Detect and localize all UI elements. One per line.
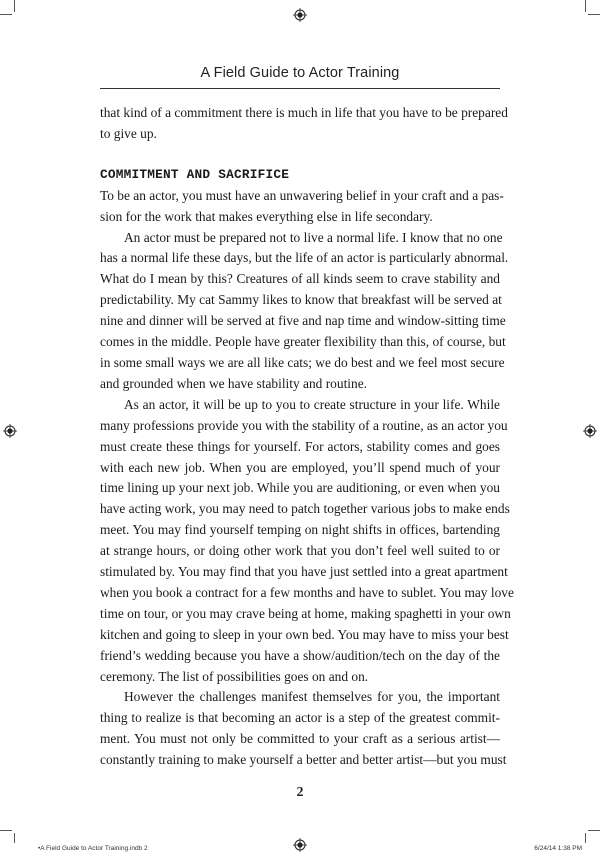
text-line: sion for the work that makes everything else in life secondary. bbox=[100, 208, 433, 224]
text-line: must create these things for yourself. For actors, stability comes and goes bbox=[100, 438, 500, 454]
registration-mark-icon bbox=[293, 8, 307, 22]
text-line: What do I mean by this? Creatures of all kinds seem to crave stability and bbox=[100, 271, 500, 287]
text-line: time lining up your next job. While you are auditioning, or even when you bbox=[100, 480, 500, 496]
section-heading: COMMITMENT AND SACRIFICE bbox=[100, 166, 290, 182]
text-line: To be an actor, you must have an unwavering belief in your craft and a pas- bbox=[100, 187, 504, 203]
header-rule bbox=[100, 88, 500, 89]
running-head: A Field Guide to Actor Training bbox=[200, 65, 400, 81]
text-line: friend’s wedding because you have a show/audition/tech on the day of the bbox=[100, 647, 500, 663]
text-line: constantly training to make yourself a better and better artist—but you must bbox=[100, 752, 507, 768]
crop-mark bbox=[0, 830, 12, 831]
slug-timestamp: 6/24/14 1:38 PM bbox=[534, 845, 582, 852]
registration-mark-icon bbox=[293, 838, 307, 852]
text-line: that kind of a commitment there is much in life that you have to be prepared bbox=[100, 105, 508, 120]
crop-mark bbox=[588, 830, 600, 831]
paragraph bbox=[100, 228, 509, 395]
text-line: in some small ways we are all like cats; we do best and we feel most secure bbox=[100, 354, 505, 370]
text-line: time on tour, or you may crave being at home, making spaghetti in your own bbox=[100, 605, 511, 621]
text-line: at strange hours, or doing other work that you don’t feel well suited to or bbox=[100, 543, 500, 559]
text-line: nine and dinner will be served at five and nap time and window-sitting time bbox=[100, 313, 506, 329]
text-line: to give up. bbox=[100, 125, 157, 141]
paragraph bbox=[100, 395, 514, 688]
crop-mark bbox=[14, 833, 15, 843]
crop-mark bbox=[0, 14, 12, 15]
text-line: when you book a contract for a few months and have to sublet. You may love bbox=[100, 584, 514, 600]
registration-mark-icon bbox=[583, 424, 597, 438]
page-number: 2 bbox=[296, 785, 304, 800]
text-line: thing to realize is that becoming an actor is a step of the greatest commit- bbox=[100, 710, 500, 726]
text-line: An actor must be prepared not to live a normal life. I know that no one bbox=[124, 229, 503, 245]
text-line: ment. You must not only be committed to your craft as a serious artist— bbox=[100, 731, 500, 747]
text-line: and grounded when we have stability and routine. bbox=[100, 375, 367, 391]
body-text bbox=[100, 103, 514, 771]
text-line: many professions provide you with the stability of a routine, as an actor you bbox=[100, 417, 508, 433]
registration-mark-icon bbox=[3, 424, 17, 438]
text-line: predictability. My cat Sammy likes to know that breakfast will be served at bbox=[100, 292, 502, 308]
paragraph bbox=[100, 186, 504, 228]
text-line: have acting work, you may need to patch together various jobs to make ends bbox=[100, 501, 510, 517]
text-line: kitchen and going to sleep in your own bed. You may have to miss your best bbox=[100, 626, 509, 642]
text-line: ceremony. The list of possibilities goes on and on. bbox=[100, 668, 369, 684]
text-line: has a normal life these days, but the life of an actor is particularly abnormal. bbox=[100, 250, 509, 266]
text-line: meet. You may find yourself temping on night shifts in offices, bartending bbox=[100, 522, 500, 538]
text-line: However the challenges manifest themselves for you, the important bbox=[124, 689, 500, 705]
crop-mark bbox=[14, 0, 15, 12]
crop-mark bbox=[588, 14, 600, 15]
slug-file-info: •A Field Guide to Actor Training.indb 2 bbox=[38, 845, 148, 852]
text-line: with each new job. When you are employed, you’ll spend much of your bbox=[100, 459, 500, 475]
paragraph bbox=[100, 687, 507, 771]
text-line: stimulated by. You may find that you have just settled into a great apartment bbox=[100, 564, 508, 580]
crop-mark bbox=[585, 0, 586, 12]
crop-mark bbox=[585, 833, 586, 843]
text-line: As an actor, it will be up to you to create structure in your life. While bbox=[124, 396, 500, 412]
text-line: comes in the middle. People have greater flexibility than this, of course, but bbox=[100, 334, 506, 350]
